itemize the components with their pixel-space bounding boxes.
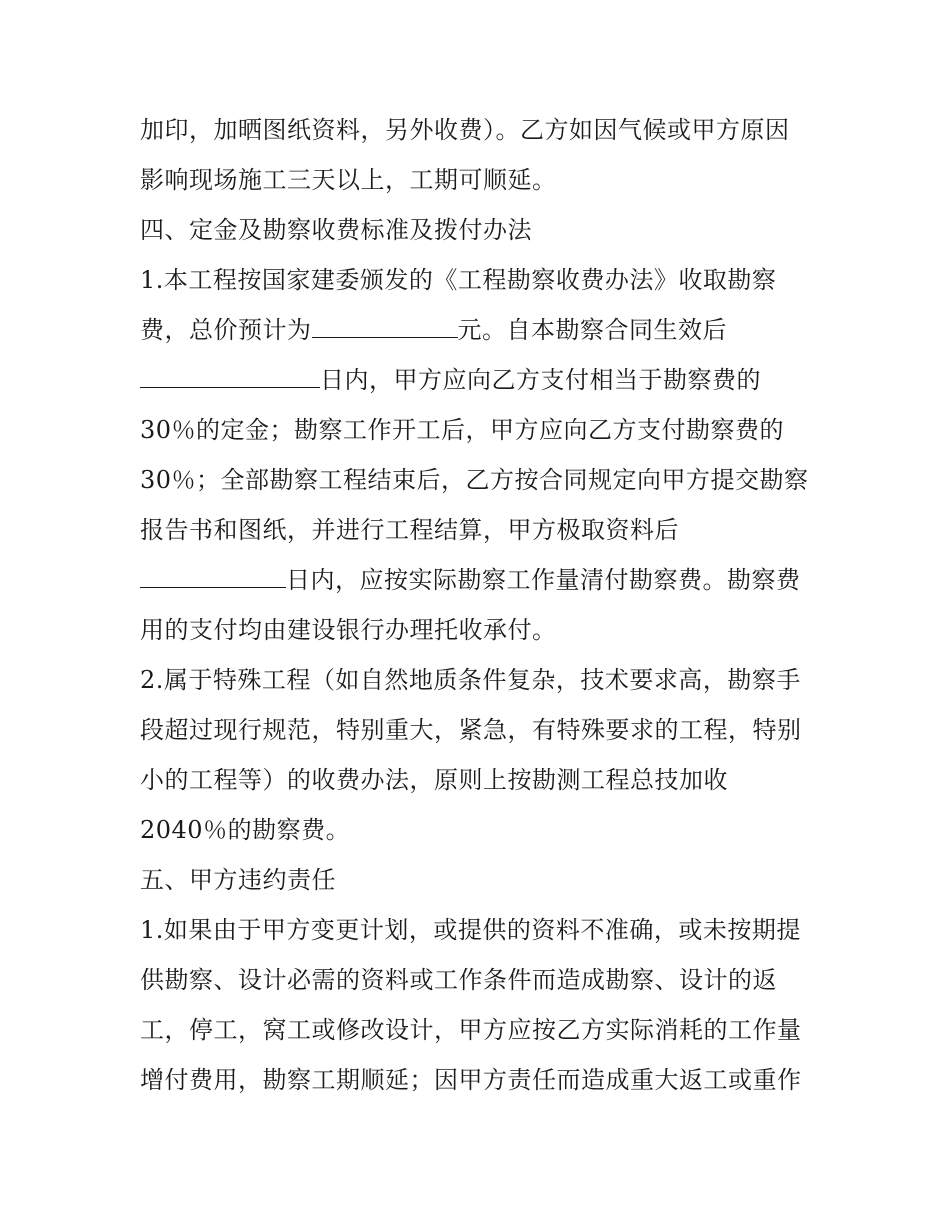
text-segment: 元。自本勘察合同生效后 (457, 316, 727, 344)
text-line: 加印，加晒图纸资料，另外收费）。乙方如因气候或甲方原因 (140, 116, 790, 144)
text-line: 小的工程等）的收费办法，原则上按勘测工程总技加收 (140, 766, 728, 794)
text-line: 工，停工，窝工或修改设计，甲方应按乙方实际消耗的工作量 (140, 1016, 802, 1044)
text-line: 2.属于特殊工程（如自然地质条件复杂，技术要求高，勘察手 (140, 666, 801, 694)
text-segment: 日内，应按实际勘察工作量清付勘察费。勘察费 (286, 566, 801, 594)
text-line (140, 364, 761, 396)
text-line: 1.如果由于甲方变更计划，或提供的资料不准确，或未按期提 (140, 916, 801, 944)
text-line: 30％；全部勘察工程结束后，乙方按合同规定向甲方提交勘察 (140, 466, 809, 494)
text-segment: 日内，甲方应向乙方支付相当于勘察费的 (320, 366, 761, 394)
text-line: 增付费用，勘察工期顺延；因甲方责任而造成重大返工或重作 (140, 1066, 802, 1094)
text-line: 影响现场施工三天以上，工期可顺延。 (140, 166, 557, 194)
text-segment: 费，总价预计为 (140, 316, 312, 344)
text-line: 1.本工程按国家建委颁发的《工程勘察收费办法》收取勘察 (140, 266, 777, 294)
text-line: 段超过现行规范，特别重大，紧急，有特殊要求的工程，特别 (140, 716, 802, 744)
section-heading: 四、定金及勘察收费标准及拨付办法 (140, 216, 532, 244)
text-line: 用的支付均由建设银行办理托收承付。 (140, 616, 557, 644)
fill-in-blank (140, 365, 320, 388)
text-line (140, 314, 727, 346)
section-heading: 五、甲方违约责任 (140, 866, 336, 894)
text-line: 报告书和图纸，并进行工程结算，甲方极取资料后 (140, 516, 679, 544)
fill-in-blank (312, 315, 458, 338)
text-line: 供勘察、设计必需的资料或工作条件而造成勘察、设计的返 (140, 966, 777, 994)
fill-in-blank (140, 565, 286, 588)
text-line (140, 564, 801, 596)
text-line: 2040％的勘察费。 (140, 816, 351, 844)
text-line: 30％的定金；勘察工作开工后，甲方应向乙方支付勘察费的 (140, 416, 785, 444)
